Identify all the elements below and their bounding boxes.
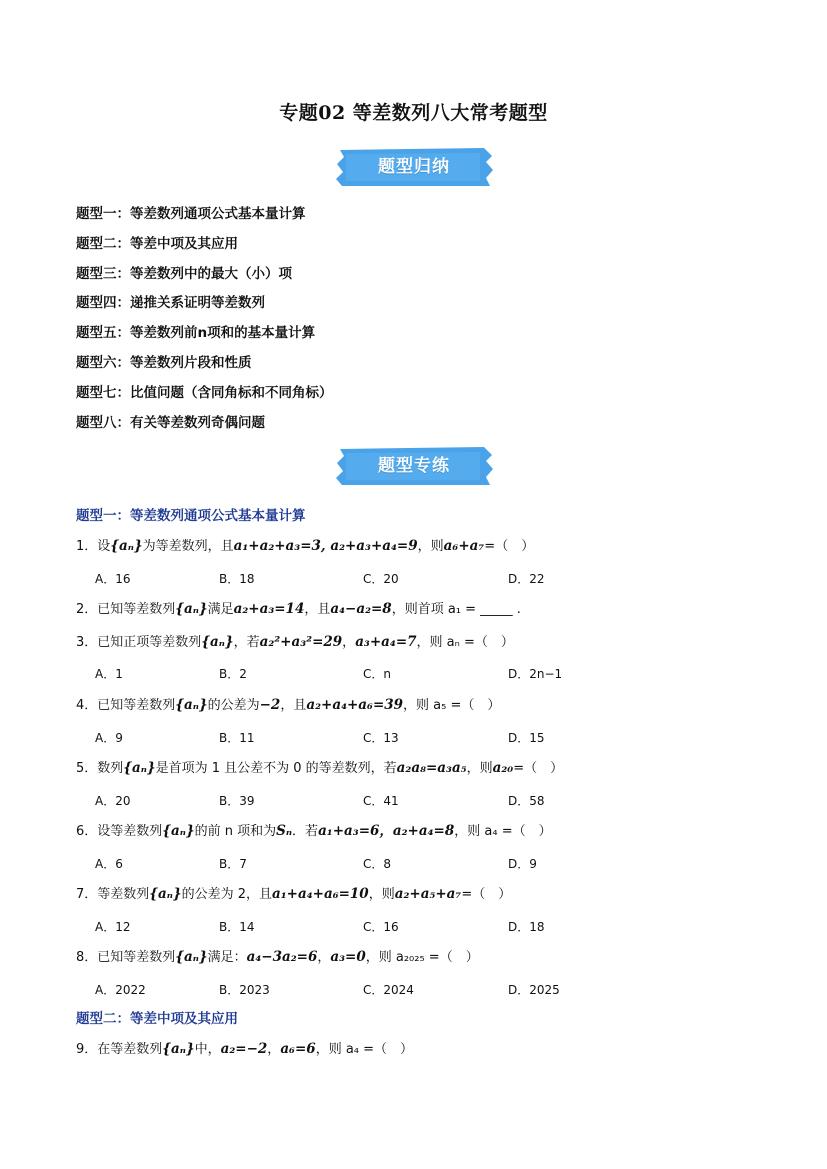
option-b[interactable]: B．39	[219, 794, 255, 808]
option-b[interactable]: B．14	[219, 920, 255, 934]
option-c[interactable]: C．8	[363, 857, 392, 871]
question-text: 设等差数列	[97, 824, 163, 839]
toc-item: 题型四：递推关系证明等差数列	[76, 295, 265, 312]
question-text: =（ ）	[461, 887, 512, 902]
question-text: 已知等差数列	[97, 602, 176, 617]
question-text: 中，	[194, 1042, 221, 1057]
math-expr: a₆+a₇	[443, 538, 485, 554]
question-text: =（ ）	[513, 761, 564, 776]
option-c[interactable]: C．41	[363, 794, 399, 808]
math-expr: {aₙ}	[123, 760, 156, 776]
question-text: ，则 a₂₀₂₅ =（ ）	[365, 950, 479, 965]
question-text: 的公差为	[207, 698, 260, 713]
option-a[interactable]: A．16	[95, 572, 131, 586]
option-b[interactable]: B．2	[219, 667, 247, 681]
question-9	[76, 1039, 413, 1060]
option-a[interactable]: A．20	[95, 794, 131, 808]
question-text: ．若	[292, 824, 319, 839]
option-d[interactable]: D．9	[508, 857, 537, 871]
option-a[interactable]: A．2022	[95, 983, 146, 997]
question-6	[76, 821, 552, 842]
option-b[interactable]: B．7	[219, 857, 247, 871]
option-d[interactable]: D．58	[508, 794, 545, 808]
math-expr: −2	[259, 697, 281, 713]
math-expr: {aₙ}	[149, 886, 182, 902]
option-c[interactable]: C．20	[363, 572, 399, 586]
question-text: ，则 a₄ =（ ）	[315, 1042, 414, 1057]
math-expr: a₁+a₄+a₆=10	[272, 886, 369, 902]
question-text: 已知等差数列	[97, 698, 176, 713]
toc-item: 题型八：有关等差数列奇偶问题	[76, 414, 265, 431]
section-heading: 题型二：等差中项及其应用	[76, 1011, 238, 1027]
question-text: 已知等差数列	[97, 950, 176, 965]
question-number: 6．	[76, 824, 98, 839]
question-4	[76, 695, 500, 716]
question-text: ，	[317, 950, 331, 965]
question-text: ，则首项 a₁ = _____ .	[391, 602, 521, 617]
math-expr: a₂+a₄+a₆=39	[306, 697, 404, 713]
math-expr: a₂=−2	[220, 1041, 268, 1057]
page-title: 专题02 等差数列八大常考题型	[279, 102, 548, 124]
math-expr: a₂²+a₃²=29	[259, 634, 343, 650]
banner-summary	[334, 146, 494, 188]
question-number: 8．	[76, 950, 98, 965]
math-expr: {aₙ}	[162, 1041, 195, 1057]
toc-item: 题型七：比值问题（含同角标和不同角标）	[76, 384, 333, 401]
math-expr: a₁+a₂+a₃=3, a₂+a₃+a₄=9	[233, 538, 418, 554]
math-expr: {aₙ}	[201, 634, 234, 650]
math-expr: Sₙ	[276, 823, 293, 839]
question-number: 2．	[76, 602, 98, 617]
math-expr: a₄−3a₂=6	[246, 949, 318, 965]
math-expr: {aₙ}	[110, 538, 143, 554]
math-expr: a₂+a₅+a₇	[394, 886, 462, 902]
question-2	[76, 599, 521, 620]
math-expr: {aₙ}	[162, 823, 195, 839]
option-d[interactable]: D．2025	[508, 983, 560, 997]
question-text: 的公差为 2，且	[181, 887, 272, 902]
question-1	[76, 536, 534, 557]
question-text: ，则	[466, 761, 493, 776]
option-c[interactable]: C．13	[363, 731, 399, 745]
option-a[interactable]: A．6	[95, 857, 123, 871]
question-text: ，	[267, 1042, 281, 1057]
question-text: 数列	[97, 761, 124, 776]
toc-item: 题型五：等差数列前n项和的基本量计算	[76, 325, 316, 342]
question-3	[76, 632, 514, 653]
question-text: 为等差数列，且	[142, 539, 234, 554]
question-text: 满足：	[207, 950, 247, 965]
banner-summary-label: 题型归纳	[378, 157, 450, 177]
option-c[interactable]: C．2024	[363, 983, 414, 997]
question-text: 是首项为 1 且公差不为 0 的等差数列，若	[155, 761, 397, 776]
option-b[interactable]: B．11	[219, 731, 255, 745]
math-expr: a₁+a₃=6，a₂+a₄=8	[318, 823, 455, 839]
question-number: 4．	[76, 698, 98, 713]
toc-item: 题型二：等差中项及其应用	[76, 235, 238, 252]
question-text: 在等差数列	[97, 1042, 163, 1057]
option-d[interactable]: D．22	[508, 572, 545, 586]
question-text: =（ ）	[484, 539, 535, 554]
math-expr: a₂₀	[492, 760, 514, 776]
question-text: ，则	[417, 539, 444, 554]
option-b[interactable]: B．2023	[219, 983, 270, 997]
question-text: ，	[342, 635, 356, 650]
math-expr: a₃+a₄=7	[355, 634, 417, 650]
math-expr: {aₙ}	[175, 601, 208, 617]
question-7	[76, 884, 511, 905]
option-c[interactable]: C．16	[363, 920, 399, 934]
section-heading: 题型一：等差数列通项公式基本量计算	[76, 508, 306, 524]
question-text: 已知正项等差数列	[97, 635, 202, 650]
option-d[interactable]: D．15	[508, 731, 545, 745]
question-number: 5．	[76, 761, 98, 776]
question-text: ，且	[304, 602, 331, 617]
topic-list	[76, 204, 333, 442]
option-d[interactable]: D．18	[508, 920, 545, 934]
math-expr: a₂a₈=a₃a₅	[396, 760, 467, 776]
option-a[interactable]: A．1	[95, 667, 123, 681]
toc-item: 题型六：等差数列片段和性质	[76, 354, 252, 371]
math-expr: {aₙ}	[175, 949, 208, 965]
math-expr: a₂+a₃=14	[233, 601, 305, 617]
math-expr: a₃=0	[330, 949, 366, 965]
question-text: 满足	[207, 602, 234, 617]
question-5	[76, 758, 563, 779]
option-a[interactable]: A．9	[95, 731, 123, 745]
question-text: ，则 aₙ =（ ）	[416, 635, 514, 650]
question-text: ，则 a₅ =（ ）	[403, 698, 501, 713]
math-expr: a₆=6	[280, 1041, 316, 1057]
option-a[interactable]: A．12	[95, 920, 131, 934]
question-number: 1．	[76, 539, 98, 554]
question-text: ，若	[233, 635, 260, 650]
toc-item: 题型一：等差数列通项公式基本量计算	[76, 206, 306, 222]
math-expr: a₄−a₂=8	[330, 601, 392, 617]
banner-practice-label: 题型专练	[378, 456, 450, 476]
question-text: ，且	[280, 698, 307, 713]
question-text: 的前 n 项和为	[194, 824, 277, 839]
banner-practice	[334, 445, 494, 487]
question-8	[76, 947, 479, 968]
question-number: 3．	[76, 635, 98, 650]
option-c[interactable]: C．n	[363, 667, 391, 681]
question-number: 9．	[76, 1042, 98, 1057]
question-number: 7．	[76, 887, 98, 902]
option-d[interactable]: D．2n−1	[508, 667, 563, 681]
math-expr: {aₙ}	[175, 697, 208, 713]
question-text: ，则	[368, 887, 395, 902]
question-text: 等差数列	[97, 887, 150, 902]
question-text: 设	[97, 539, 111, 554]
option-b[interactable]: B．18	[219, 572, 255, 586]
toc-item: 题型三：等差数列中的最大（小）项	[76, 265, 292, 282]
question-text: ，则 a₄ =（ ）	[454, 824, 552, 839]
